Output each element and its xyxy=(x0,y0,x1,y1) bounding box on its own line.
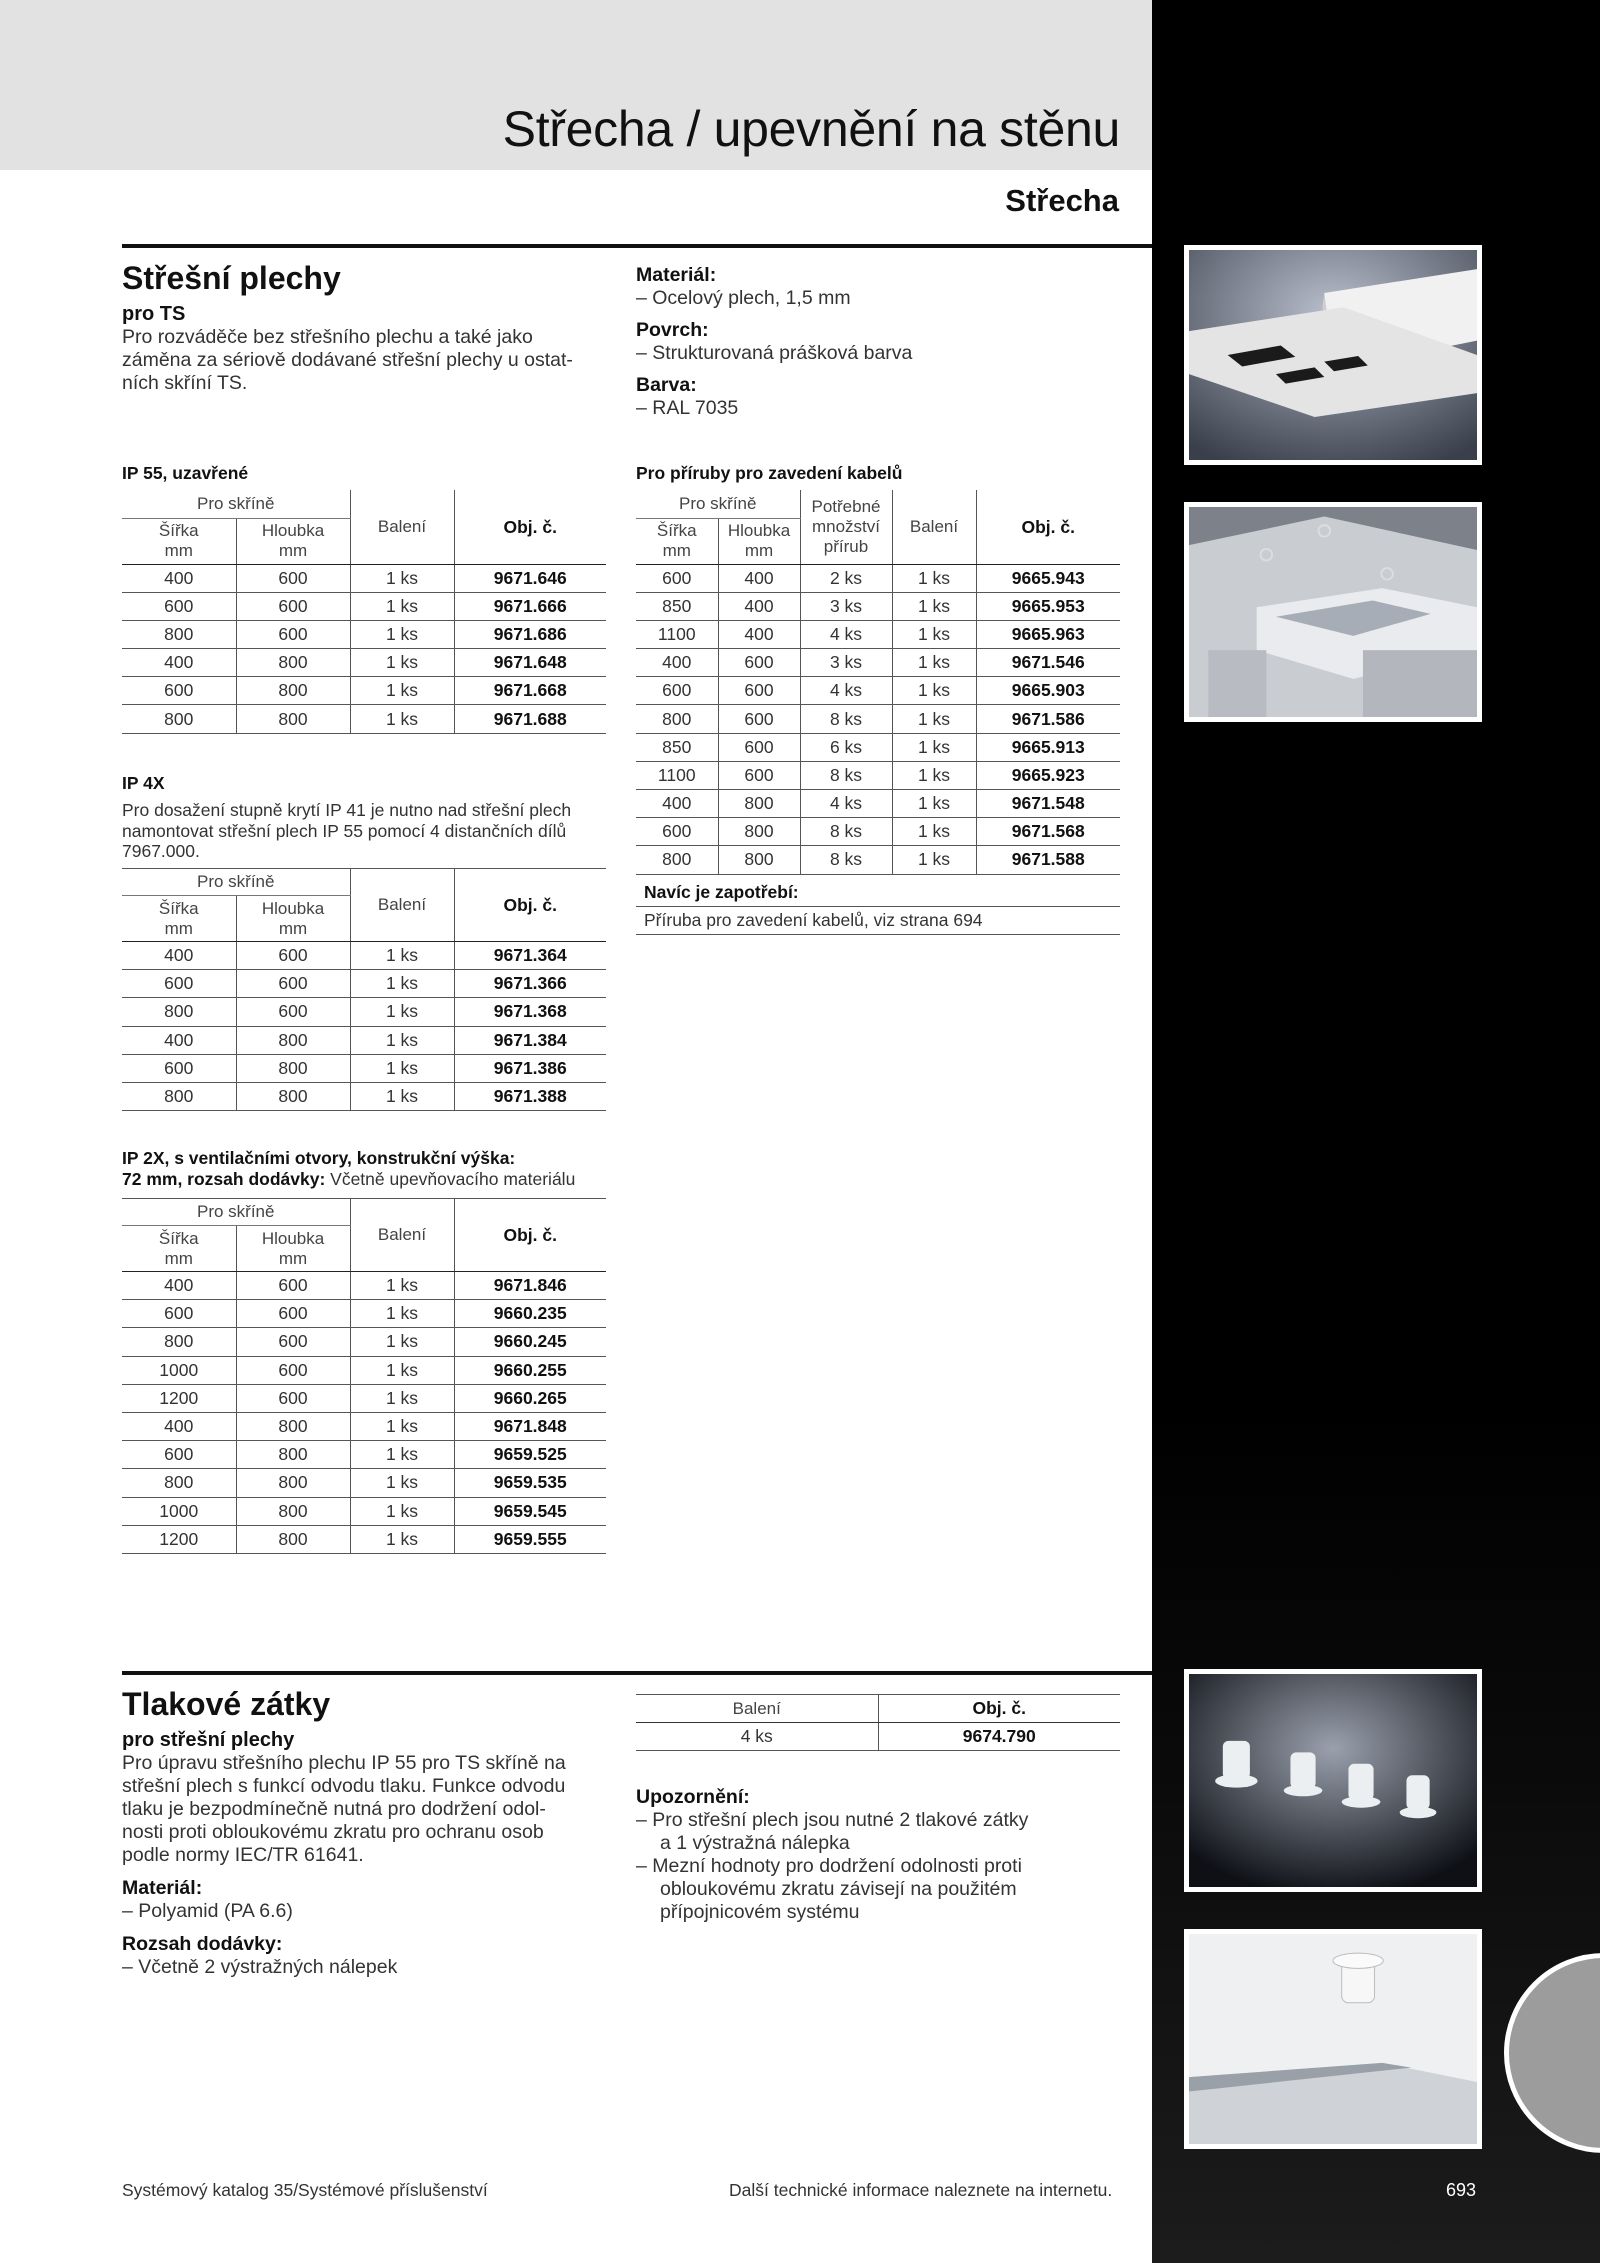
table-title: IP 4X xyxy=(122,773,165,793)
cell-obj: 9665.953 xyxy=(976,592,1120,620)
table-cell: 1 ks xyxy=(350,1054,454,1082)
cell-obj: 9671.568 xyxy=(976,818,1120,846)
table-cell: 1 ks xyxy=(350,705,454,733)
table-row xyxy=(122,1497,606,1525)
cell-obj: 9671.666 xyxy=(454,592,606,620)
header-hloubka: Hloubka mm xyxy=(236,518,350,564)
cell-obj: 9671.688 xyxy=(454,705,606,733)
cell-obj: 9671.548 xyxy=(976,790,1120,818)
header-obj: Obj. č. xyxy=(976,490,1120,564)
header-pro-skrine: Pro skříně xyxy=(122,1199,350,1226)
table-row xyxy=(122,1328,606,1356)
table-cell: 1 ks xyxy=(350,1356,454,1384)
cell-obj: 9660.265 xyxy=(454,1384,606,1412)
header-obj: Obj. č. xyxy=(878,1695,1120,1723)
product-desc-line: ních skříní TS. xyxy=(122,372,248,394)
cell-obj: 9671.386 xyxy=(454,1054,606,1082)
pressure-plugs-intro xyxy=(122,1686,612,1979)
table-cell: 400 xyxy=(122,649,236,677)
table-cell: 4 ks xyxy=(800,677,892,705)
table-cell: 1200 xyxy=(122,1525,236,1553)
header-potrebne: Potřebné množství přírub xyxy=(800,490,892,564)
table-title: Pro příruby pro zavedení kabelů xyxy=(636,463,903,483)
table-cell: 400 xyxy=(636,649,718,677)
product-subtitle: pro TS xyxy=(122,303,186,325)
table-cell: 600 xyxy=(236,998,350,1026)
table-row xyxy=(122,1082,606,1110)
table-ip2x xyxy=(122,1198,606,1554)
cell-obj: 9665.963 xyxy=(976,620,1120,648)
title-line: 72 mm, rozsah dodávky: Včetně upevňovacího materiálu xyxy=(122,1169,576,1189)
table-row xyxy=(636,649,1120,677)
note-line: přípojnicovém systému xyxy=(660,1901,860,1923)
table-cell: 1 ks xyxy=(350,1412,454,1440)
cell-obj: 9665.913 xyxy=(976,733,1120,761)
table-row xyxy=(122,1469,606,1497)
table-cell: 400 xyxy=(718,564,800,592)
table-cell: 1 ks xyxy=(350,1328,454,1356)
material-value: – Polyamid (PA 6.6) xyxy=(122,1900,293,1922)
desc-line: namontovat střešní plech IP 55 pomocí 4 distančních dílů xyxy=(122,820,567,841)
table-cell: 1 ks xyxy=(350,649,454,677)
table-cell: 1 ks xyxy=(350,564,454,592)
scope-value: – Včetně 2 výstražných nálepek xyxy=(122,1956,398,1978)
table-row xyxy=(122,1054,606,1082)
table-cell: 600 xyxy=(122,592,236,620)
table-row xyxy=(122,620,606,648)
table-cell: 400 xyxy=(718,592,800,620)
roof-plates-specs xyxy=(636,264,1116,420)
table-cell: 1 ks xyxy=(892,761,976,789)
table-cell: 600 xyxy=(236,942,350,970)
cell-obj: 9660.255 xyxy=(454,1356,606,1384)
footer-left: Systémový katalog 35/Systémové příslušenství xyxy=(122,2180,488,2200)
table-row xyxy=(636,677,1120,705)
pressure-plugs-note xyxy=(636,1786,1120,1924)
page-number: 693 xyxy=(1446,2180,1477,2200)
table-cell: 600 xyxy=(718,649,800,677)
header-sirka: Šířka mm xyxy=(636,518,718,564)
table-ip2x-title xyxy=(122,1148,642,1190)
table-row xyxy=(122,677,606,705)
cell-obj: 9660.245 xyxy=(454,1328,606,1356)
table-cell: 400 xyxy=(636,790,718,818)
header-baleni: Balení xyxy=(350,490,454,564)
table-cell: 400 xyxy=(122,1412,236,1440)
table-cell: 600 xyxy=(718,761,800,789)
cell-baleni: 4 ks xyxy=(636,1723,878,1751)
table-row xyxy=(122,1412,606,1440)
table-cell: 1 ks xyxy=(892,592,976,620)
table-cell: 8 ks xyxy=(800,705,892,733)
table-cell: 1000 xyxy=(122,1356,236,1384)
table-row xyxy=(122,1272,606,1300)
flanges-extra xyxy=(636,879,1120,935)
table-cell: 600 xyxy=(122,1054,236,1082)
table-cell: 800 xyxy=(236,649,350,677)
table-cell: 400 xyxy=(122,1026,236,1054)
table-cell: 800 xyxy=(236,1441,350,1469)
table-cell: 800 xyxy=(718,818,800,846)
table-cell: 1100 xyxy=(636,761,718,789)
product-photo-roof-assembly xyxy=(1184,502,1482,722)
table-cell: 8 ks xyxy=(800,846,892,874)
material-label: Materiál: xyxy=(636,264,717,286)
table-row xyxy=(636,846,1120,874)
table-cell: 1 ks xyxy=(892,790,976,818)
table-cell: 6 ks xyxy=(800,733,892,761)
cell-obj: 9659.545 xyxy=(454,1497,606,1525)
table-cell: 1 ks xyxy=(350,1272,454,1300)
table-row xyxy=(122,1525,606,1553)
table-cell: 800 xyxy=(718,846,800,874)
table-cell: 1 ks xyxy=(350,1300,454,1328)
table-cell: 800 xyxy=(122,1469,236,1497)
table-cell: 1 ks xyxy=(350,1525,454,1553)
header-baleni: Balení xyxy=(350,869,454,942)
table-cell: 800 xyxy=(718,790,800,818)
cell-obj: 9671.384 xyxy=(454,1026,606,1054)
header-sirka: Šířka mm xyxy=(122,518,236,564)
table-cell: 1100 xyxy=(636,620,718,648)
roof-plates-intro xyxy=(122,260,612,395)
table-cell: 1000 xyxy=(122,1497,236,1525)
table-cell: 1 ks xyxy=(350,1082,454,1110)
scope-label: Rozsah dodávky: xyxy=(122,1933,283,1955)
cell-obj: 9659.525 xyxy=(454,1441,606,1469)
table-cell: 600 xyxy=(236,1328,350,1356)
header-obj: Obj. č. xyxy=(454,490,606,564)
surface-label: Povrch: xyxy=(636,319,709,341)
table-cell: 8 ks xyxy=(800,761,892,789)
table-cell: 4 ks xyxy=(800,620,892,648)
table-cell: 600 xyxy=(636,818,718,846)
table-cell: 3 ks xyxy=(800,649,892,677)
header-sirka: Šířka mm xyxy=(122,1226,236,1272)
cell-obj: 9671.686 xyxy=(454,620,606,648)
table-cell: 400 xyxy=(122,942,236,970)
header-pro-skrine: Pro skříně xyxy=(122,869,350,896)
table-flanges xyxy=(636,490,1120,875)
table-cell: 1 ks xyxy=(350,998,454,1026)
table-title: IP 55, uzavřené xyxy=(122,463,249,483)
table-cell: 600 xyxy=(236,620,350,648)
table-cell: 800 xyxy=(122,705,236,733)
table-cell: 1 ks xyxy=(350,1497,454,1525)
table-row xyxy=(122,1300,606,1328)
cell-obj: 9671.648 xyxy=(454,649,606,677)
table-row xyxy=(636,564,1120,592)
header-obj: Obj. č. xyxy=(454,869,606,942)
header-sirka: Šířka mm xyxy=(122,896,236,942)
cell-obj: 9665.903 xyxy=(976,677,1120,705)
cell-obj: 9674.790 xyxy=(878,1723,1120,1751)
product-subtitle: pro střešní plechy xyxy=(122,1729,295,1751)
cell-obj: 9659.555 xyxy=(454,1525,606,1553)
table-cell: 600 xyxy=(636,564,718,592)
table-row xyxy=(122,1441,606,1469)
table-cell: 600 xyxy=(718,705,800,733)
table-cell: 400 xyxy=(718,620,800,648)
table-cell: 800 xyxy=(236,677,350,705)
table-cell: 1 ks xyxy=(350,970,454,998)
table-cell: 400 xyxy=(122,1272,236,1300)
table-cell: 1 ks xyxy=(892,620,976,648)
cell-obj: 9671.546 xyxy=(976,649,1120,677)
table-row xyxy=(636,1723,1120,1751)
table-cell: 800 xyxy=(636,846,718,874)
product-desc-line: nosti proti obloukovému zkratu pro ochranu osob xyxy=(122,1821,544,1843)
header-obj: Obj. č. xyxy=(454,1199,606,1272)
cell-obj: 9671.646 xyxy=(454,564,606,592)
product-desc-line: střešní plech s funkcí odvodu tlaku. Funkce odvodu xyxy=(122,1775,566,1797)
product-photo-pressure-plugs xyxy=(1184,1669,1482,1892)
header-pro-skrine: Pro skříně xyxy=(122,490,350,518)
table-row xyxy=(122,1026,606,1054)
table-row xyxy=(636,733,1120,761)
table-cell: 800 xyxy=(236,1525,350,1553)
table-cell: 1 ks xyxy=(350,1384,454,1412)
note-line: – Mezní hodnoty pro dodržení odolnosti proti xyxy=(636,1855,1022,1877)
title-line: IP 2X, s ventilačními otvory, konstrukční výška: xyxy=(122,1148,516,1168)
table-ip4x xyxy=(122,868,606,1111)
cell-obj: 9671.388 xyxy=(454,1082,606,1110)
table-cell: 1 ks xyxy=(892,677,976,705)
table-ip55 xyxy=(122,490,606,734)
color-value: – RAL 7035 xyxy=(636,397,739,419)
table-row xyxy=(122,970,606,998)
table-cell: 1 ks xyxy=(892,846,976,874)
note-line: obloukovému zkratu závisejí na použitém xyxy=(660,1878,1017,1900)
table-cell: 800 xyxy=(122,1082,236,1110)
table-row xyxy=(636,620,1120,648)
table-row xyxy=(636,761,1120,789)
table-cell: 600 xyxy=(236,970,350,998)
table-cell: 3 ks xyxy=(800,592,892,620)
desc-line: Pro dosažení stupně krytí IP 41 je nutno nad střešní plech xyxy=(122,800,572,820)
extra-label: Navíc je zapotřebí: xyxy=(636,879,1120,907)
table-row xyxy=(122,592,606,620)
table-cell: 800 xyxy=(236,705,350,733)
header-baleni: Balení xyxy=(350,1199,454,1272)
table-cell: 850 xyxy=(636,592,718,620)
table-cell: 600 xyxy=(636,677,718,705)
table-cell: 600 xyxy=(236,564,350,592)
table-row xyxy=(636,818,1120,846)
table-cell: 800 xyxy=(236,1082,350,1110)
table-cell: 600 xyxy=(236,1272,350,1300)
table-cell: 1 ks xyxy=(892,705,976,733)
cell-obj: 9671.588 xyxy=(976,846,1120,874)
table-cell: 800 xyxy=(122,998,236,1026)
product-desc-line: Pro rozváděče bez střešního plechu a také jako xyxy=(122,326,533,348)
table-ip4x-desc xyxy=(122,800,612,862)
extra-value: Příruba pro zavedení kabelů, viz strana 694 xyxy=(636,907,1120,935)
table-cell: 1 ks xyxy=(350,592,454,620)
material-value: – Ocelový plech, 1,5 mm xyxy=(636,287,851,309)
product-desc-line: tlaku je bezpodmínečně nutná pro dodržení odol- xyxy=(122,1798,546,1820)
table-cell: 800 xyxy=(636,705,718,733)
table-row xyxy=(636,592,1120,620)
table-cell: 600 xyxy=(236,592,350,620)
header-hloubka: Hloubka mm xyxy=(236,896,350,942)
table-cell: 600 xyxy=(236,1300,350,1328)
table-cell: 1 ks xyxy=(350,942,454,970)
table-cell: 600 xyxy=(718,677,800,705)
table-cell: 850 xyxy=(636,733,718,761)
page-title: Střecha / upevnění na stěnu xyxy=(502,101,1120,157)
product-desc-line: Pro úpravu střešního plechu IP 55 pro TS skříně na xyxy=(122,1752,566,1774)
table-cell: 600 xyxy=(122,1441,236,1469)
table-cell: 1200 xyxy=(122,1384,236,1412)
table-row xyxy=(636,790,1120,818)
table-row xyxy=(122,649,606,677)
product-title: Střešní plechy xyxy=(122,260,341,296)
table-cell: 600 xyxy=(122,970,236,998)
material-label: Materiál: xyxy=(122,1877,203,1899)
table-cell: 800 xyxy=(236,1497,350,1525)
color-label: Barva: xyxy=(636,374,697,396)
table-row xyxy=(122,564,606,592)
note-line: a 1 výstražná nálepka xyxy=(660,1832,850,1854)
table-cell: 600 xyxy=(236,1356,350,1384)
cell-obj: 9659.535 xyxy=(454,1469,606,1497)
table-cell: 2 ks xyxy=(800,564,892,592)
table-cell: 8 ks xyxy=(800,818,892,846)
table-cell: 800 xyxy=(236,1412,350,1440)
table-row xyxy=(122,705,606,733)
footer-center: Další technické informace naleznete na internetu. xyxy=(729,2180,1113,2200)
header-hloubka: Hloubka mm xyxy=(236,1226,350,1272)
product-desc-line: podle normy IEC/TR 61641. xyxy=(122,1844,364,1866)
table-cell: 600 xyxy=(718,733,800,761)
table-cell: 1 ks xyxy=(350,620,454,648)
table-cell: 1 ks xyxy=(892,564,976,592)
table-cell: 600 xyxy=(236,1384,350,1412)
table-cell: 800 xyxy=(122,620,236,648)
cell-obj: 9671.668 xyxy=(454,677,606,705)
table-cell: 800 xyxy=(236,1054,350,1082)
table-cell: 1 ks xyxy=(892,733,976,761)
table-cell: 1 ks xyxy=(892,818,976,846)
product-title: Tlakové zátky xyxy=(122,1686,331,1722)
header-baleni: Balení xyxy=(892,490,976,564)
table-cell: 1 ks xyxy=(350,1441,454,1469)
cell-obj: 9665.923 xyxy=(976,761,1120,789)
cell-obj: 9671.846 xyxy=(454,1272,606,1300)
table-cell: 1 ks xyxy=(350,1469,454,1497)
cell-obj: 9660.235 xyxy=(454,1300,606,1328)
section-rule xyxy=(122,1671,1152,1675)
surface-value: – Strukturovaná prášková barva xyxy=(636,342,913,364)
note-line: – Pro střešní plech jsou nutné 2 tlakové zátky xyxy=(636,1809,1029,1831)
table-row xyxy=(122,942,606,970)
cell-obj: 9671.848 xyxy=(454,1412,606,1440)
header-hloubka: Hloubka mm xyxy=(718,518,800,564)
cell-obj: 9665.943 xyxy=(976,564,1120,592)
table-cell: 800 xyxy=(236,1026,350,1054)
table-cell: 4 ks xyxy=(800,790,892,818)
product-desc-line: záměna za sériově dodávané střešní plechy u ostat- xyxy=(122,349,573,371)
cell-obj: 9671.368 xyxy=(454,998,606,1026)
table-cell: 800 xyxy=(236,1469,350,1497)
table-row xyxy=(636,705,1120,733)
header-pro-skrine: Pro skříně xyxy=(636,490,800,518)
table-row xyxy=(122,1356,606,1384)
table-row xyxy=(122,1384,606,1412)
table-cell: 600 xyxy=(122,1300,236,1328)
table-cell: 1 ks xyxy=(892,649,976,677)
table-cell: 1 ks xyxy=(350,1026,454,1054)
table-pressure-plugs xyxy=(636,1694,1120,1751)
cell-obj: 9671.364 xyxy=(454,942,606,970)
section-rule xyxy=(122,244,1152,248)
table-cell: 800 xyxy=(122,1328,236,1356)
table-cell: 400 xyxy=(122,564,236,592)
header-baleni: Balení xyxy=(636,1695,878,1723)
product-photo-roof-plate xyxy=(1184,245,1482,465)
section-label: Střecha xyxy=(1005,183,1119,218)
note-label: Upozornění: xyxy=(636,1786,750,1808)
table-row xyxy=(122,998,606,1026)
desc-line: 7967.000. xyxy=(122,841,200,861)
cell-obj: 9671.586 xyxy=(976,705,1120,733)
table-cell: 600 xyxy=(122,677,236,705)
cell-obj: 9671.366 xyxy=(454,970,606,998)
table-cell: 1 ks xyxy=(350,677,454,705)
product-photo-plug-mounted xyxy=(1184,1929,1482,2149)
